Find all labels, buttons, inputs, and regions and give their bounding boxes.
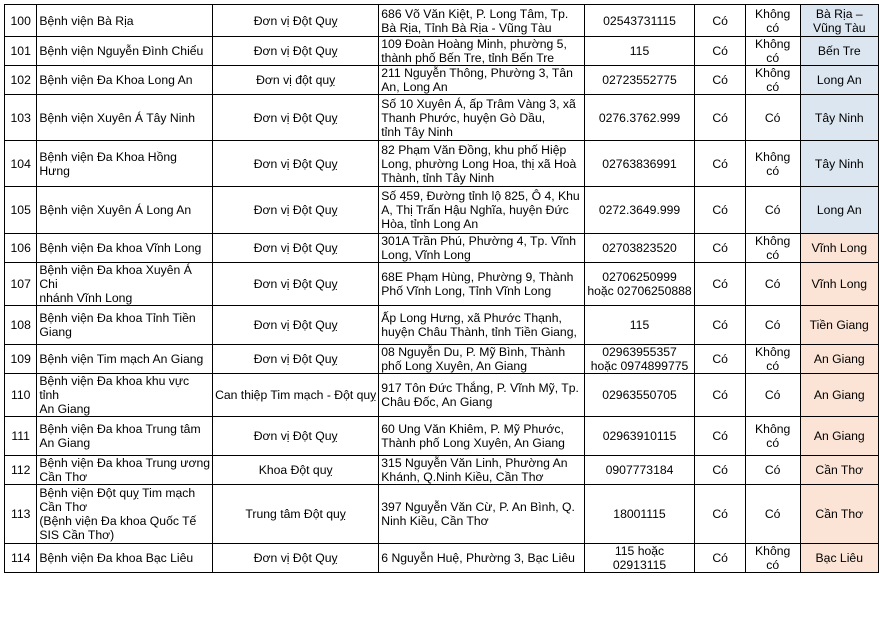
province-cell: An Giang <box>800 345 878 374</box>
stroke-unit-cell <box>213 234 379 263</box>
province-cell: Cần Thơ <box>800 485 878 544</box>
row-number-cell: 112 <box>5 456 37 485</box>
stroke-unit-cell <box>213 37 379 66</box>
status-col-a-cell: Có <box>695 234 745 263</box>
hospital-name-cell: Bệnh viện Đột quỵ Tim mạch Cần Thơ (Bệnh viện Đa khoa Quốc Tế SIS Cần Thơ) <box>37 485 213 544</box>
status-col-b-cell: Không có <box>745 37 800 66</box>
hotline-phone-cell: 02703823520 <box>584 234 695 263</box>
province-cell: Vĩnh Long <box>800 263 878 306</box>
row-number-cell: 100 <box>5 5 37 37</box>
status-col-b-cell: Có <box>745 485 800 544</box>
province-cell: Bến Tre <box>800 37 878 66</box>
hospital-address-cell: Số 459, Đường tỉnh lộ 825, Ô 4, Khu A, Thị Trấn Hậu Nghĩa, huyện Đức Hòa, tỉnh Long An <box>379 187 584 234</box>
hospital-name-cell: Bệnh viện Đa khoa Trung ương Cần Thơ <box>37 456 213 485</box>
status-col-a-cell: Có <box>695 374 745 417</box>
stroke-unit-text: Đơn vị Đột Quỵ <box>253 352 338 366</box>
stroke-unit-cell <box>213 544 379 573</box>
hotline-phone-cell: 02723552775 <box>584 66 695 95</box>
province-cell: Bà Rịa – Vũng Tàu <box>800 5 878 37</box>
table-row <box>5 187 879 234</box>
stroke-hospital-table <box>4 4 879 573</box>
table-row <box>5 66 879 95</box>
stroke-unit-text: Khoa Đột quỵ <box>258 463 333 477</box>
province-cell: Cần Thơ <box>800 456 878 485</box>
stroke-unit-cell <box>213 187 379 234</box>
status-col-a-cell: Có <box>695 95 745 141</box>
stroke-unit-cell <box>213 417 379 456</box>
row-number-cell: 106 <box>5 234 37 263</box>
status-col-a-cell: Có <box>695 37 745 66</box>
stroke-unit-cell <box>213 141 379 187</box>
hospital-address-cell: 315 Nguyễn Văn Linh, Phường An Khánh, Q.Ninh Kiều, Cần Thơ <box>379 456 584 485</box>
table-row <box>5 345 879 374</box>
row-number-cell: 108 <box>5 306 37 345</box>
stroke-unit-text: Đơn vị Đột Quỵ <box>253 156 338 171</box>
hospital-address-cell: 686 Võ Văn Kiệt, P. Long Tâm, Tp. Bà Rịa, Tỉnh Bà Rịa - Vũng Tàu <box>379 5 584 37</box>
province-cell: An Giang <box>800 417 878 456</box>
table-row <box>5 306 879 345</box>
stroke-unit-text: Đơn vị đột quỵ <box>256 73 336 87</box>
stroke-unit-text: Đơn vị Đột Quỵ <box>253 551 338 565</box>
stroke-unit-text: Đơn vị Đột Quỵ <box>253 277 338 291</box>
table-row <box>5 544 879 573</box>
hospital-name-cell: Bệnh viện Tim mạch An Giang <box>37 345 213 374</box>
stroke-unit-text: Đơn vị Đột Quỵ <box>253 110 338 125</box>
hotline-phone-cell: 02706250999 hoặc 02706250888 <box>584 263 695 306</box>
row-number-cell: 114 <box>5 544 37 573</box>
table-row <box>5 141 879 187</box>
table-row <box>5 485 879 544</box>
row-number-cell: 111 <box>5 417 37 456</box>
hotline-phone-cell: 115 <box>584 37 695 66</box>
province-cell: Vĩnh Long <box>800 234 878 263</box>
hospital-address-cell: 60 Ung Văn Khiêm, P. Mỹ Phước, Thành phố Long Xuyên, An Giang <box>379 417 584 456</box>
status-col-a-cell: Có <box>695 5 745 37</box>
hospital-address-cell: 211 Nguyễn Thông, Phường 3, Tân An, Long An <box>379 66 584 95</box>
province-cell: Tây Ninh <box>800 141 878 187</box>
status-col-b-cell: Không có <box>745 417 800 456</box>
status-col-a-cell: Có <box>695 306 745 345</box>
stroke-unit-cell <box>213 456 379 485</box>
hospital-name-cell: Bệnh viện Đa Khoa Hồng Hưng <box>37 141 213 187</box>
table-row <box>5 263 879 306</box>
status-col-a-cell: Có <box>695 66 745 95</box>
status-col-b-cell: Không có <box>745 345 800 374</box>
table-body <box>5 5 879 573</box>
stroke-unit-cell <box>213 306 379 345</box>
status-col-a-cell: Có <box>695 417 745 456</box>
hotline-phone-cell: 0276.3762.999 <box>584 95 695 141</box>
hotline-phone-cell: 115 hoặc 02913115 <box>584 544 695 573</box>
status-col-b-cell: Không có <box>745 141 800 187</box>
table-row <box>5 456 879 485</box>
status-col-b-cell: Có <box>745 95 800 141</box>
province-cell: Tây Ninh <box>800 95 878 141</box>
hospital-name-cell: Bệnh viện Đa Khoa Long An <box>37 66 213 95</box>
table-row <box>5 234 879 263</box>
status-col-b-cell: Không có <box>745 234 800 263</box>
table-row <box>5 417 879 456</box>
status-col-a-cell: Có <box>695 544 745 573</box>
stroke-unit-text: Đơn vị Đột Quỵ <box>253 203 338 217</box>
row-number-cell: 103 <box>5 95 37 141</box>
status-col-b-cell: Không có <box>745 66 800 95</box>
stroke-unit-cell <box>213 5 379 37</box>
stroke-unit-text: Đơn vị Đột Quỵ <box>253 429 338 443</box>
row-number-cell: 101 <box>5 37 37 66</box>
hotline-phone-cell: 02963910115 <box>584 417 695 456</box>
hospital-name-cell: Bệnh viện Bà Rịa <box>37 5 213 37</box>
stroke-unit-text: Đơn vị Đột Quỵ <box>253 318 338 332</box>
status-col-a-cell: Có <box>695 187 745 234</box>
hotline-phone-cell: 02963550705 <box>584 374 695 417</box>
hospital-address-cell: 109 Đoàn Hoàng Minh, phường 5, thành phố Bến Tre, tỉnh Bến Tre <box>379 37 584 66</box>
stroke-unit-text: Đơn vị Đột Quỵ <box>253 241 338 255</box>
hospital-name-cell: Bệnh viện Đa khoa Vĩnh Long <box>37 234 213 263</box>
province-cell: Long An <box>800 66 878 95</box>
hotline-phone-cell: 02543731115 <box>584 5 695 37</box>
row-number-cell: 102 <box>5 66 37 95</box>
stroke-unit-cell <box>213 374 379 417</box>
stroke-unit-cell <box>213 485 379 544</box>
stroke-unit-text: Đơn vị Đột Quỵ <box>253 13 338 28</box>
stroke-unit-cell <box>213 66 379 95</box>
status-col-a-cell: Có <box>695 263 745 306</box>
stroke-unit-cell <box>213 95 379 141</box>
hospital-table-container <box>4 4 879 573</box>
hotline-phone-cell: 02763836991 <box>584 141 695 187</box>
province-cell: Bạc Liêu <box>800 544 878 573</box>
row-number-cell: 105 <box>5 187 37 234</box>
row-number-cell: 109 <box>5 345 37 374</box>
hotline-phone-cell: 115 <box>584 306 695 345</box>
hotline-phone-cell: 18001115 <box>584 485 695 544</box>
hospital-address-cell: 917 Tôn Đức Thắng, P. Vĩnh Mỹ, Tp. Châu Đốc, An Giang <box>379 374 584 417</box>
status-col-b-cell: Có <box>745 306 800 345</box>
hospital-address-cell: 82 Phạm Văn Đồng, khu phố Hiệp Long, phường Long Hoa, thị xã Hoà Thành, tỉnh Tây Ninh <box>379 141 584 187</box>
hotline-phone-cell: 02963955357 hoặc 0974899775 <box>584 345 695 374</box>
province-cell: An Giang <box>800 374 878 417</box>
stroke-unit-text: Trung tâm Đột quỵ <box>245 507 346 521</box>
row-number-cell: 107 <box>5 263 37 306</box>
status-col-a-cell: Có <box>695 345 745 374</box>
province-cell: Long An <box>800 187 878 234</box>
hospital-name-cell: Bệnh viện Đa khoa khu vực tỉnh An Giang <box>37 374 213 417</box>
stroke-unit-cell <box>213 345 379 374</box>
hospital-name-cell: Bệnh viện Xuyên Á Tây Ninh <box>37 95 213 141</box>
status-col-b-cell: Có <box>745 187 800 234</box>
hospital-address-cell: Ấp Long Hưng, xã Phước Thạnh, huyện Châu Thành, tỉnh Tiền Giang, <box>379 306 584 345</box>
status-col-b-cell: Không có <box>745 5 800 37</box>
table-row <box>5 374 879 417</box>
hospital-address-cell: 397 Nguyễn Văn Cừ, P. An Bình, Q. Ninh Kiều, Cần Thơ <box>379 485 584 544</box>
status-col-a-cell: Có <box>695 456 745 485</box>
hospital-name-cell: Bệnh viện Đa khoa Trung tâm An Giang <box>37 417 213 456</box>
table-row <box>5 5 879 37</box>
hospital-address-cell: 68E Phạm Hùng, Phường 9, Thành Phố Vĩnh Long, Tỉnh Vĩnh Long <box>379 263 584 306</box>
row-number-cell: 113 <box>5 485 37 544</box>
hospital-name-cell: Bệnh viện Đa khoa Bạc Liêu <box>37 544 213 573</box>
hospital-address-cell: Số 10 Xuyên Á, ấp Trâm Vàng 3, xã Thanh Phước, huyện Gò Dầu, tỉnh Tây Ninh <box>379 95 584 141</box>
table-row <box>5 95 879 141</box>
hospital-address-cell: 301A Trần Phú, Phường 4, Tp. Vĩnh Long, Vĩnh Long <box>379 234 584 263</box>
hospital-name-cell: Bệnh viện Xuyên Á Long An <box>37 187 213 234</box>
status-col-b-cell: Có <box>745 374 800 417</box>
hotline-phone-cell: 0272.3649.999 <box>584 187 695 234</box>
status-col-b-cell: Không có <box>745 544 800 573</box>
hospital-address-cell: 6 Nguyễn Huệ, Phường 3, Bạc Liêu <box>379 544 584 573</box>
status-col-a-cell: Có <box>695 485 745 544</box>
hospital-address-cell: 08 Nguyễn Du, P. Mỹ Bình, Thành phố Long Xuyên, An Giang <box>379 345 584 374</box>
hospital-name-cell: Bệnh viện Đa khoa Tỉnh Tiền Giang <box>37 306 213 345</box>
status-col-a-cell: Có <box>695 141 745 187</box>
row-number-cell: 104 <box>5 141 37 187</box>
table-row <box>5 37 879 66</box>
stroke-unit-text: Đơn vị Đột Quỵ <box>253 44 338 58</box>
stroke-unit-text: Can thiệp Tim mạch - Đột quỵ <box>215 388 377 402</box>
stroke-unit-cell <box>213 263 379 306</box>
hospital-name-cell: Bệnh viện Nguyễn Đình Chiểu <box>37 37 213 66</box>
status-col-b-cell: Có <box>745 263 800 306</box>
row-number-cell: 110 <box>5 374 37 417</box>
hotline-phone-cell: 0907773184 <box>584 456 695 485</box>
status-col-b-cell: Có <box>745 456 800 485</box>
hospital-name-cell: Bệnh viện Đa khoa Xuyên Á Chi nhánh Vĩnh Long <box>37 263 213 306</box>
province-cell: Tiền Giang <box>800 306 878 345</box>
